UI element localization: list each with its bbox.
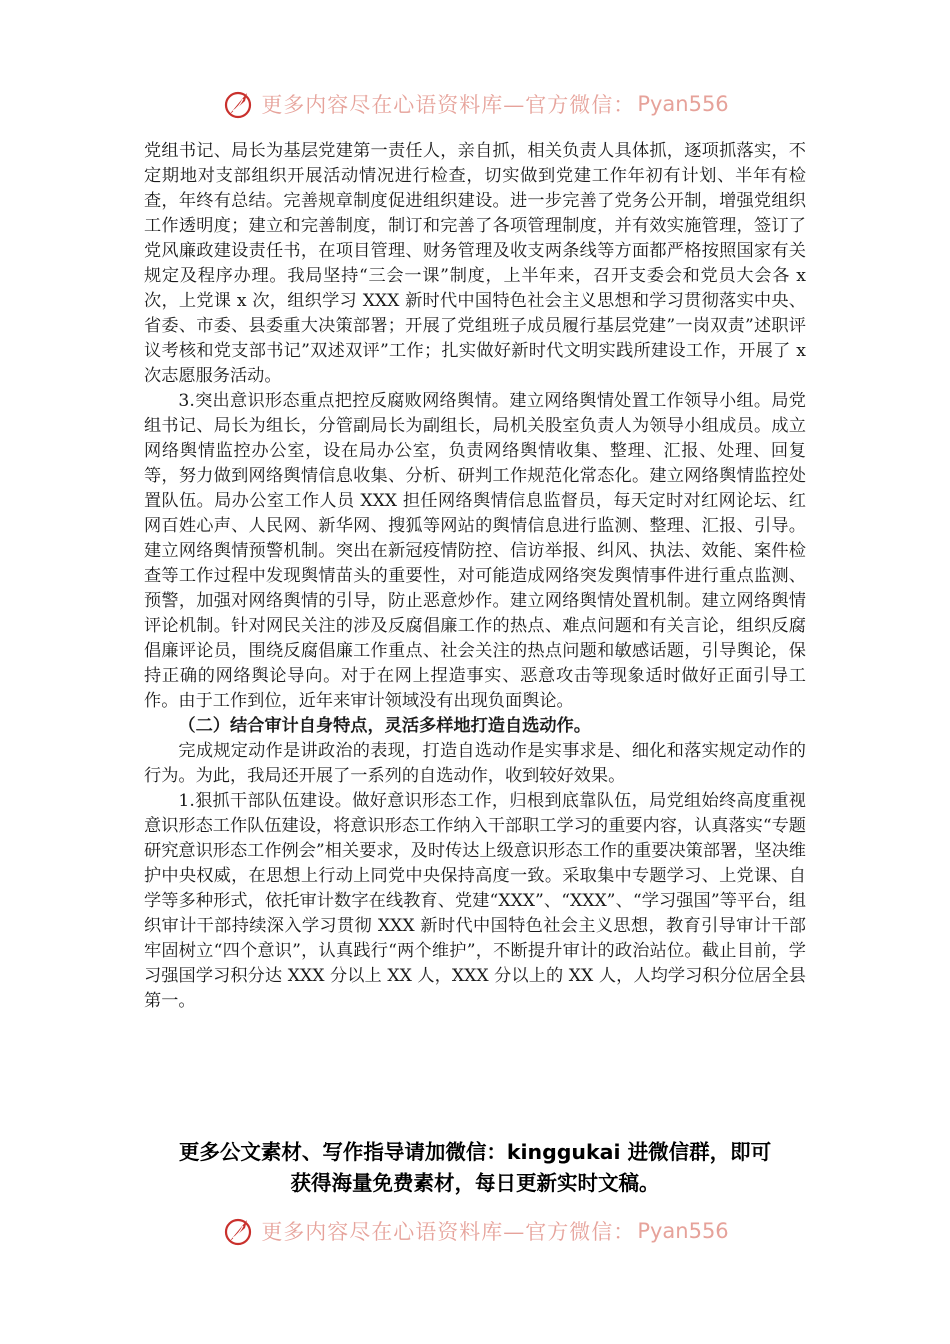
promo-line-1: 更多公文素材、写作指导请加微信：kinggukai 进微信群，即可 — [178, 1140, 772, 1164]
watermark-text: 更多内容尽在心语资料库—官方微信： — [261, 93, 636, 117]
paragraph-3: 完成规定动作是讲政治的表现，打造自选动作是实事求是、细化和落实规定动作的行为。为此，我局还开展了一系列的自选动作，收到较好效果。 — [144, 741, 806, 786]
watermark-wechat-id: Pyan556 — [637, 1219, 729, 1243]
quill-logo-icon — [221, 87, 255, 121]
watermark-wechat-id: Pyan556 — [637, 92, 729, 116]
promo-line-2: 获得海量免费素材，每日更新实时文稿。 — [290, 1171, 660, 1195]
quill-logo-icon — [221, 1214, 255, 1248]
section-heading: （二）结合审计自身特点，灵活多样地打造自选动作。 — [178, 716, 591, 736]
paragraph-2: 3.突出意识形态重点把控反腐败网络舆情。建立网络舆情处置工作领导小组。局党组书记、局长为组长，分管副局长为副组长，局机关股室负责人为领导小组成员。成立网络舆情监控办公室，设在局办公室，负责网络舆情收集、整理、汇报、处理、回复等，努力做到网络舆情信息收集、分析、研判工作规范化常态化。建立网络舆情监控处置队伍。局办公室工作人员 XXX 担任网络舆情信息监督员，每天定时对红网论坛、红网百姓心声、人民网、新华网、搜狐等网站的舆情信息进行监测、整理、汇报、引导。建立网络舆情预警机制。突出在新冠疫情防控、信访举报、纠风、执法、效能、案件检查等工作过程中发现舆情苗头的重要性，对可能造成网络突发舆情事件进行重点监测、预警，加强对网络舆情的引导，防止恶意炒作。建立网络舆情处置机制。建立网络舆情评论机制。针对网民关注的涉及反腐倡廉工作的热点、难点问题和有关言论，组织反腐倡廉评论员，围绕反腐倡廉工作重点、社会关注的热点问题和敏感话题，引导舆论，保持正确的网络舆论导向。对于在网上捏造事实、恶意攻击等现象适时做好正面引导工作。由于工作到位，近年来审计领域没有出现负面舆论。 — [144, 391, 806, 711]
paragraph-4: 1.狠抓干部队伍建设。做好意识形态工作，归根到底靠队伍，局党组始终高度重视意识形态工作队伍建设，将意识形态工作纳入干部职工学习的重要内容，认真落实“专题研究意识形态工作例会”相关要求，及时传达上级意识形态工作的重要决策部署，坚决维护中央权威，在思想上行动上同党中央保持高度一致。采取集中专题学习、上党课、自学等多种形式，依托审计数字在线教育、党建“XXX”、“XXX”、“学习强国”等平台，组织审计干部持续深入学习贯彻 XXX 新时代中国特色社会主义思想，教育引导审计干部牢固树立“四个意识”，认真践行“两个维护”，不断提升审计的政治站位。截止目前，学习强国学习积分达 XXX 分以上 XX 人，XXX 分以上的 XX 人，人均学习积分位居全县第一。 — [144, 791, 806, 1011]
watermark-footer — [0, 1211, 950, 1251]
promo-notice — [120, 1137, 830, 1199]
document-body — [144, 139, 806, 1014]
paragraph-1: 党组书记、局长为基层党建第一责任人，亲自抓，相关负责人具体抓，逐项抓落实，不定期地对支部组织开展活动情况进行检查，切实做到党建工作年初有计划、半年有检查，年终有总结。完善规章制度促进组织建设。进一步完善了党务公开制，增强党组织工作透明度；建立和完善制度，制订和完善了各项管理制度，并有效实施管理，签订了党风廉政建设责任书，在项目管理、财务管理及收支两条线等方面都严格按照国家有关规定及程序办理。我局坚持“三会一课”制度，上半年来，召开支委会和党员大会各 x 次，上党课 x 次，组织学习 XXX 新时代中国特色社会主义思想和学习贯彻落实中央、省委、市委、县委重大决策部署；开展了党组班子成员履行基层党建”一岗双责”述职评议考核和党支部书记”双述双评”工作；扎实做好新时代文明实践所建设工作，开展了 x 次志愿服务活动。 — [144, 141, 806, 386]
watermark-text: 更多内容尽在心语资料库—官方微信： — [261, 1220, 636, 1244]
watermark-header — [0, 84, 950, 124]
